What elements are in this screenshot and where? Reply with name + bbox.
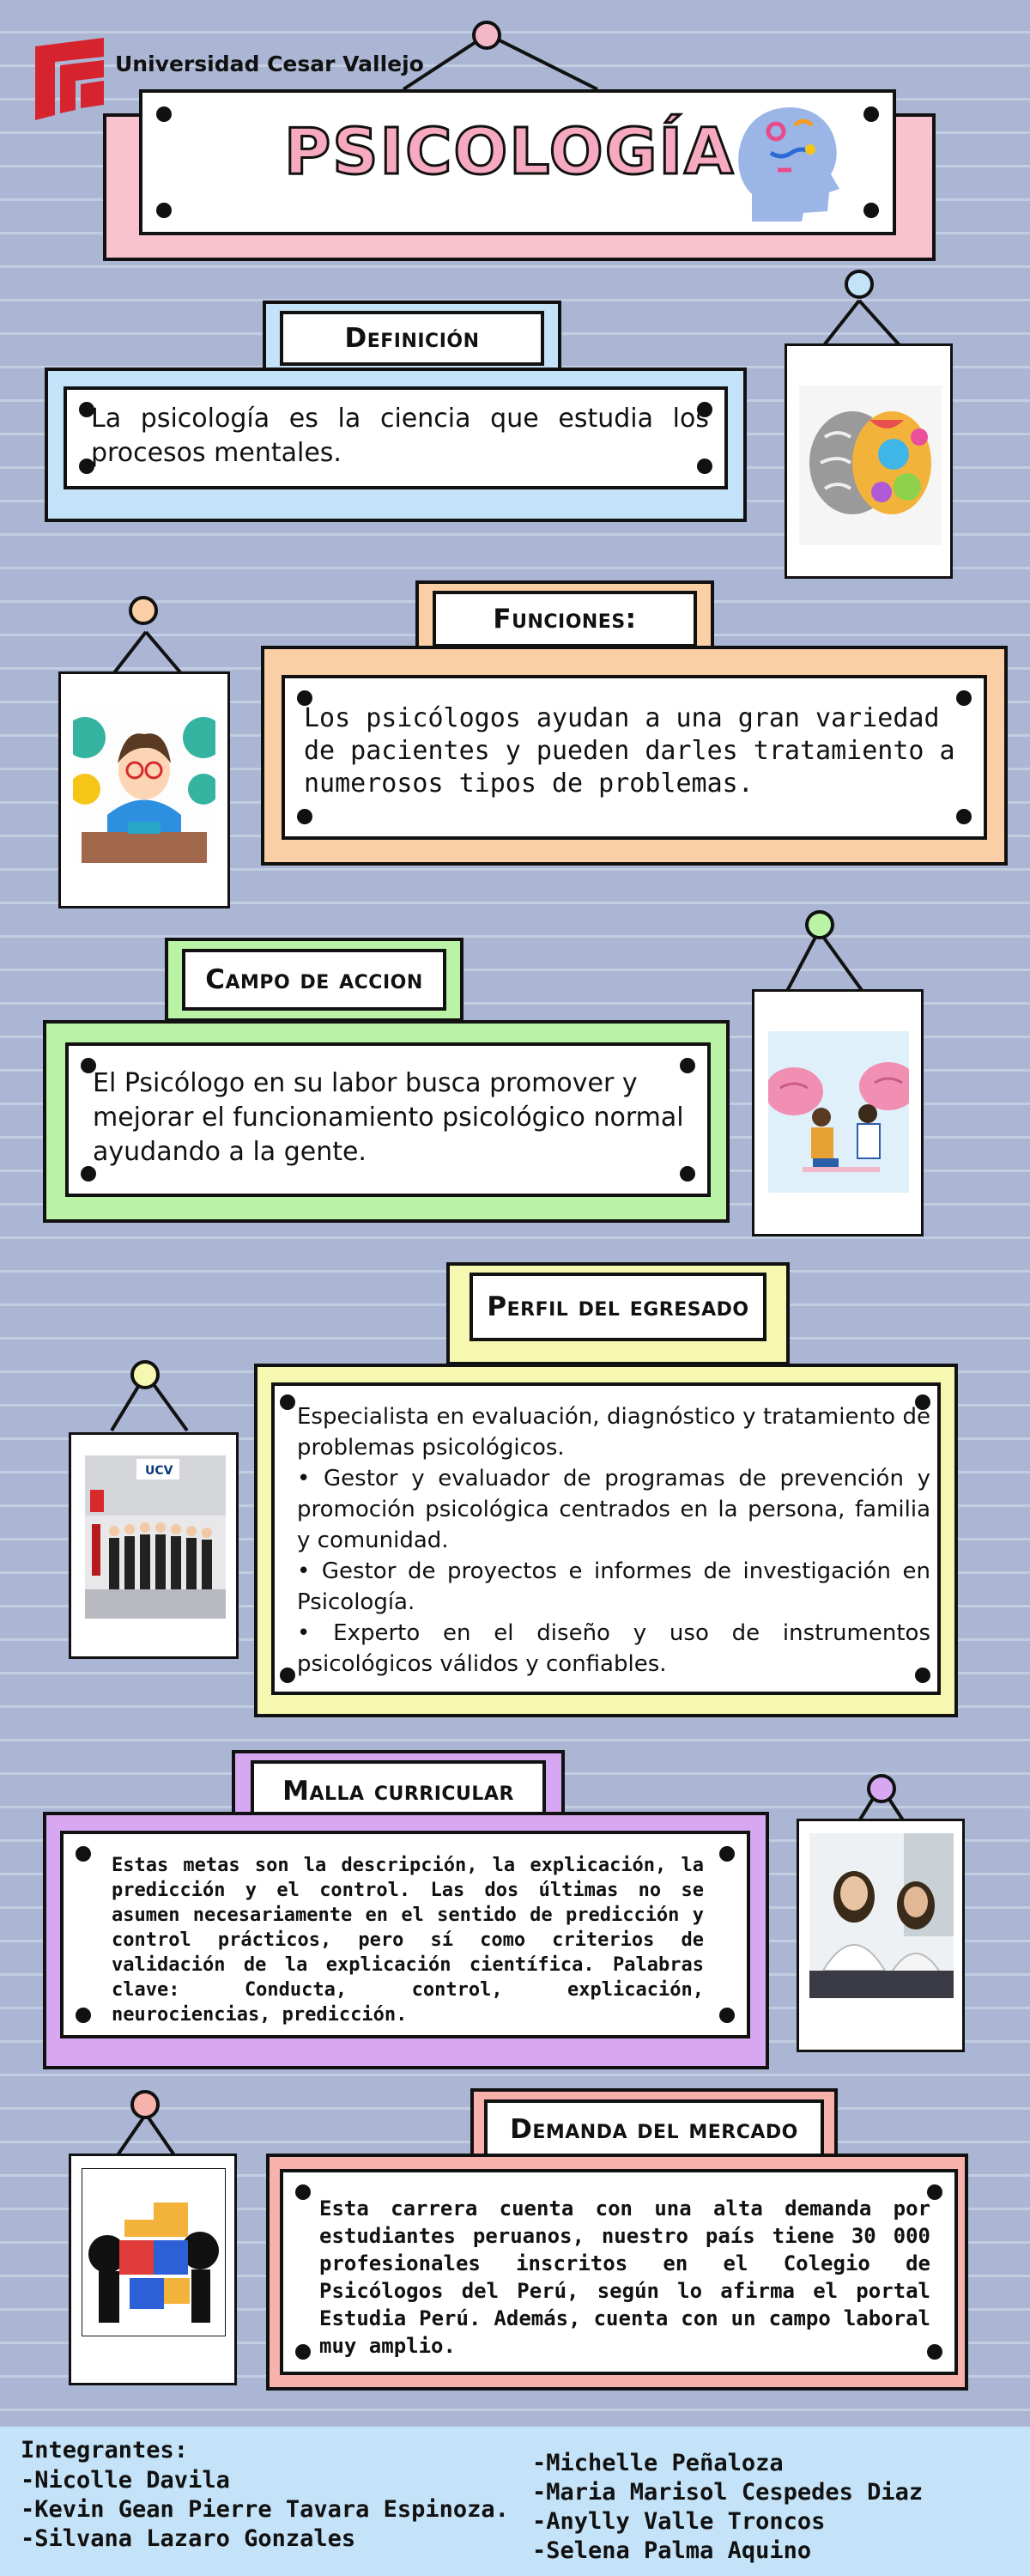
section-malla	[43, 1812, 769, 2069]
pin-dot	[76, 1846, 91, 1862]
team-list-right	[532, 2449, 923, 2566]
list-item: -Michelle Peñaloza	[532, 2450, 784, 2476]
title-card	[139, 89, 896, 235]
tab-definicion	[263, 301, 561, 376]
pin-dot	[719, 2008, 735, 2023]
pin-dot	[156, 203, 172, 218]
pin-dot	[863, 106, 879, 122]
demanda-card	[280, 2169, 958, 2375]
photo-pin	[130, 2090, 160, 2119]
page-title: PSICOLOGÍA	[284, 115, 736, 189]
definicion-text: La psicología es la ciencia que estudia los procesos mentales.	[91, 404, 709, 468]
list-item: -Silvana Lazaro Gonzales	[21, 2525, 356, 2552]
svg-text:UCV: UCV	[145, 1464, 173, 1478]
list-item: -Nicolle Davila	[21, 2467, 230, 2494]
ucv-logo-icon	[31, 38, 108, 124]
team-heading: Integrantes:	[21, 2437, 189, 2464]
title-pin	[472, 21, 501, 50]
section-title: Perfil del egresado	[470, 1273, 766, 1341]
photo-pin	[845, 270, 874, 299]
section-title: Campo de accion	[182, 949, 446, 1011]
tab-campo	[165, 938, 464, 1022]
photo-pin	[805, 910, 834, 939]
tab-perfil	[446, 1262, 790, 1365]
section-title: Demanda del mercado	[484, 2099, 824, 2160]
title-hanger	[395, 17, 635, 94]
definicion-card	[64, 386, 728, 489]
malla-text: Estas metas son la descripción, la explicación, la predicción y el control. Las dos últimas no se asumen necesariamente en el sentido de predicción y control prácticos, pero sí como criterios de validación de la explicación científica. Palabras clave: Conducta, control, explicación, neurociencias, predicción.	[112, 1855, 704, 2026]
pin-dot	[76, 2008, 91, 2023]
ucv-logo	[31, 38, 108, 124]
head-brain-icon	[726, 93, 846, 230]
two-women-photo-icon	[809, 1833, 954, 1998]
team-list-left	[21, 2466, 509, 2554]
pin-dot	[295, 2184, 311, 2200]
section-title: Malla curricular	[251, 1760, 546, 1822]
list-item: -Maria Marisol Cespedes Diaz	[532, 2479, 924, 2506]
pin-dot	[719, 1846, 735, 1862]
funciones-card	[282, 675, 987, 840]
therapy-session-icon	[768, 1031, 909, 1193]
puzzle-heads-icon	[82, 2168, 226, 2336]
photo-frame	[69, 2154, 237, 2385]
list-item: -Selena Palma Aquino	[532, 2537, 812, 2564]
photo-frame	[69, 1432, 239, 1659]
pin-dot	[280, 1668, 295, 1683]
section-demanda	[266, 2154, 968, 2391]
photo-frame	[785, 343, 953, 579]
photo-frame	[752, 989, 924, 1236]
photo-pin	[130, 1360, 160, 1389]
perfil-card	[271, 1382, 941, 1695]
list-item: Especialista en evaluación, diagnóstico y tratamiento de problemas psicológicos.	[297, 1404, 930, 1461]
list-item: • Experto en el diseño y uso de instrumentos psicológicos válidos y confiables.	[297, 1620, 930, 1677]
list-item: • Gestor de proyectos e informes de investigación en Psicología.	[297, 1558, 930, 1615]
photo-frame	[58, 671, 230, 908]
section-title: Funciones:	[433, 591, 697, 647]
campo-text: El Psicólogo en su labor busca promover y mejorar el funcionamiento psicológico normal ayudando a la gente.	[93, 1068, 684, 1167]
pin-dot	[280, 1394, 295, 1410]
perfil-list	[297, 1401, 930, 1680]
colorful-brain-icon	[799, 386, 942, 545]
section-title: Definición	[280, 311, 544, 366]
list-item: -Anylly Valle Troncos	[532, 2508, 826, 2535]
pin-dot	[297, 809, 312, 824]
graduates-photo-icon	[85, 1455, 226, 1619]
pin-dot	[956, 809, 972, 824]
photo-pin	[129, 596, 158, 625]
section-campo	[43, 1020, 730, 1223]
pin-dot	[295, 2344, 311, 2360]
section-funciones	[261, 646, 1008, 866]
list-item: • Gestor y evaluador de programas de prevención y promoción psicológica centrados en la persona, familia y comunidad.	[297, 1466, 930, 1553]
university-name: Universidad Cesar Vallejo	[115, 52, 424, 76]
pin-dot	[156, 106, 172, 122]
demanda-text: Esta carrera cuenta con una alta demanda por estudiantes peruanos, nuestro país tiene 30 000 profesionales inscritos en el Colegio de Psicólogos del Perú, según lo afirma el portal Estudia Perú. Además, cuenta con un campo laboral muy amplio.	[319, 2196, 930, 2358]
malla-card	[60, 1831, 750, 2038]
funciones-text: Los psicólogos ayudan a una gran variedad de pacientes y pueden darles tratamiento a numerosos tipos de problemas.	[304, 703, 955, 799]
photo-pin	[867, 1774, 896, 1803]
section-perfil	[254, 1364, 958, 1717]
pin-dot	[863, 203, 879, 218]
list-item: -Kevin Gean Pierre Tavara Espinoza.	[21, 2496, 509, 2523]
section-definicion	[45, 368, 747, 522]
photo-frame	[797, 1819, 965, 2052]
psychologist-avatar-icon	[73, 703, 215, 863]
campo-card	[65, 1042, 711, 1197]
